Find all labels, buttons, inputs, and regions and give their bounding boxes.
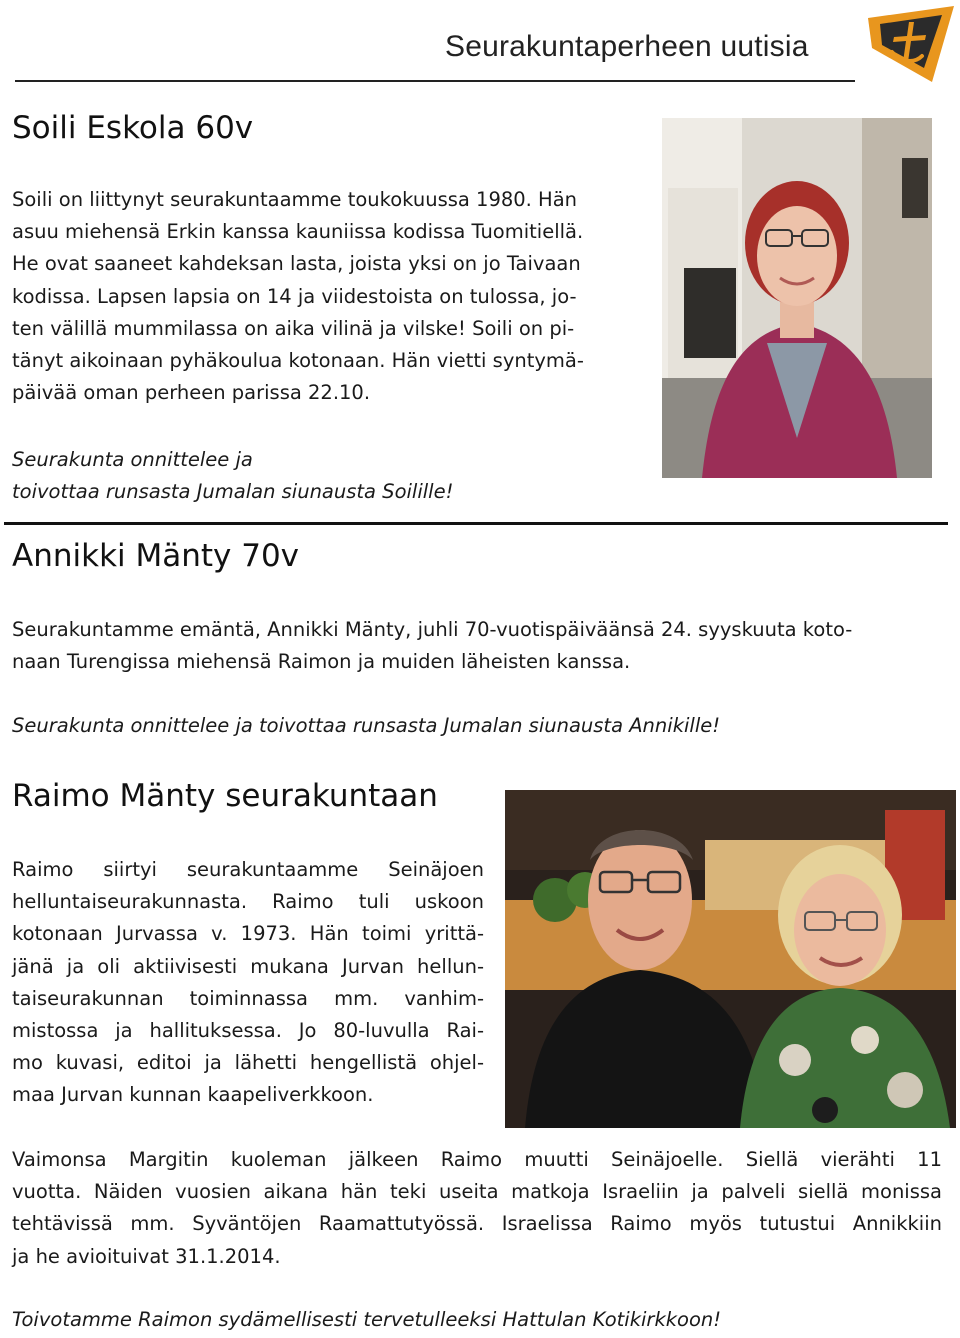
section-divider: [4, 522, 948, 525]
body-line: maa Jurvan kunnan kaapeliverkkoon.: [12, 1083, 374, 1107]
body-line: ten välillä mummilassa on aika vilinä ja vilske! Soili on pi-: [12, 316, 575, 340]
greeting-soili: [12, 444, 652, 508]
greeting-line: Seurakunta onnittelee ja toivottaa runsasta Jumalan siunausta Annikille!: [12, 714, 721, 737]
header-divider: [15, 80, 855, 82]
body-line: asuu miehensä Erkin kanssa kauniissa kodissa Tuomitiellä.: [12, 220, 584, 244]
section-body-raimo: [12, 854, 484, 1112]
body-line: taiseurakunnan toiminnassa mm. vanhim-: [12, 986, 484, 1010]
body-line: päivää oman perheen parissa 22.10.: [12, 381, 371, 405]
greeting-annikki: [12, 710, 947, 742]
section-body-annikki: [12, 614, 947, 678]
body-line: mistossa ja hallituksessa. Jo 80-luvulla Rai-: [12, 1019, 484, 1043]
section-heading-raimo: Raimo Mänty seurakuntaan: [12, 778, 438, 814]
body-line: helluntaiseurakunnasta. Raimo tuli uskoon: [12, 890, 484, 914]
body-line: mo kuvasi, editoi ja lähetti hengellistä ohjel-: [12, 1051, 484, 1075]
body-line: naan Turengissa miehensä Raimon ja muiden läheisten kanssa.: [12, 650, 631, 674]
page-title: Seurakuntaperheen uutisia: [445, 30, 809, 63]
body-line: jänä ja oli aktiivisesti mukana Jurvan hellun-: [12, 954, 484, 978]
cross-logo-icon: [862, 4, 958, 86]
photo-soili: [662, 118, 932, 478]
body-line: kotonaan Jurvassa v. 1973. Hän toimi yrittä-: [12, 922, 484, 946]
greeting-line: toivottaa runsasta Jumalan siunausta Soilille!: [12, 480, 454, 504]
body-line: tehtävissä mm. Syväntöjen Raamattutyössä. Israelissa Raimo myös tutustui Annikkiin: [12, 1212, 942, 1236]
greeting-line: Toivotamme Raimon sydämellisesti tervetulleeksi Hattulan Kotikirkkoon!: [12, 1308, 722, 1331]
body-line: tänyt aikoinaan pyhäkoulua kotonaan. Hän vietti syntymä-: [12, 349, 584, 373]
section-body-raimo-continued: [12, 1144, 942, 1273]
body-line: vuotta. Näiden vuosien aikana hän teki useita matkoja Israeliin ja palveli siellä monissa: [12, 1180, 942, 1204]
photo-raimo-annikki: [505, 790, 956, 1128]
body-line: ja he avioituivat 31.1.2014.: [12, 1244, 281, 1268]
section-heading-annikki: Annikki Mänty 70v: [12, 538, 300, 574]
section-heading-soili: Soili Eskola 60v: [12, 110, 254, 146]
body-line: Raimo siirtyi seurakuntaamme Seinäjoen: [12, 858, 484, 881]
greeting-raimo: [12, 1304, 947, 1336]
section-body-soili: [12, 184, 642, 409]
greeting-line: Seurakunta onnittelee ja: [12, 448, 253, 471]
body-line: Vaimonsa Margitin kuoleman jälkeen Raimo muutti Seinäjoelle. Siellä vierähti 11: [12, 1148, 942, 1171]
body-line: Soili on liittynyt seurakuntaamme toukokuussa 1980. Hän: [12, 188, 578, 211]
body-line: Seurakuntamme emäntä, Annikki Mänty, juhli 70-vuotispäiväänsä 24. syyskuuta koto-: [12, 618, 853, 641]
body-line: kodissa. Lapsen lapsia on 14 ja viidestoista on tulossa, jo-: [12, 284, 577, 308]
body-line: He ovat saaneet kahdeksan lasta, joista yksi on jo Taivaan: [12, 252, 581, 276]
